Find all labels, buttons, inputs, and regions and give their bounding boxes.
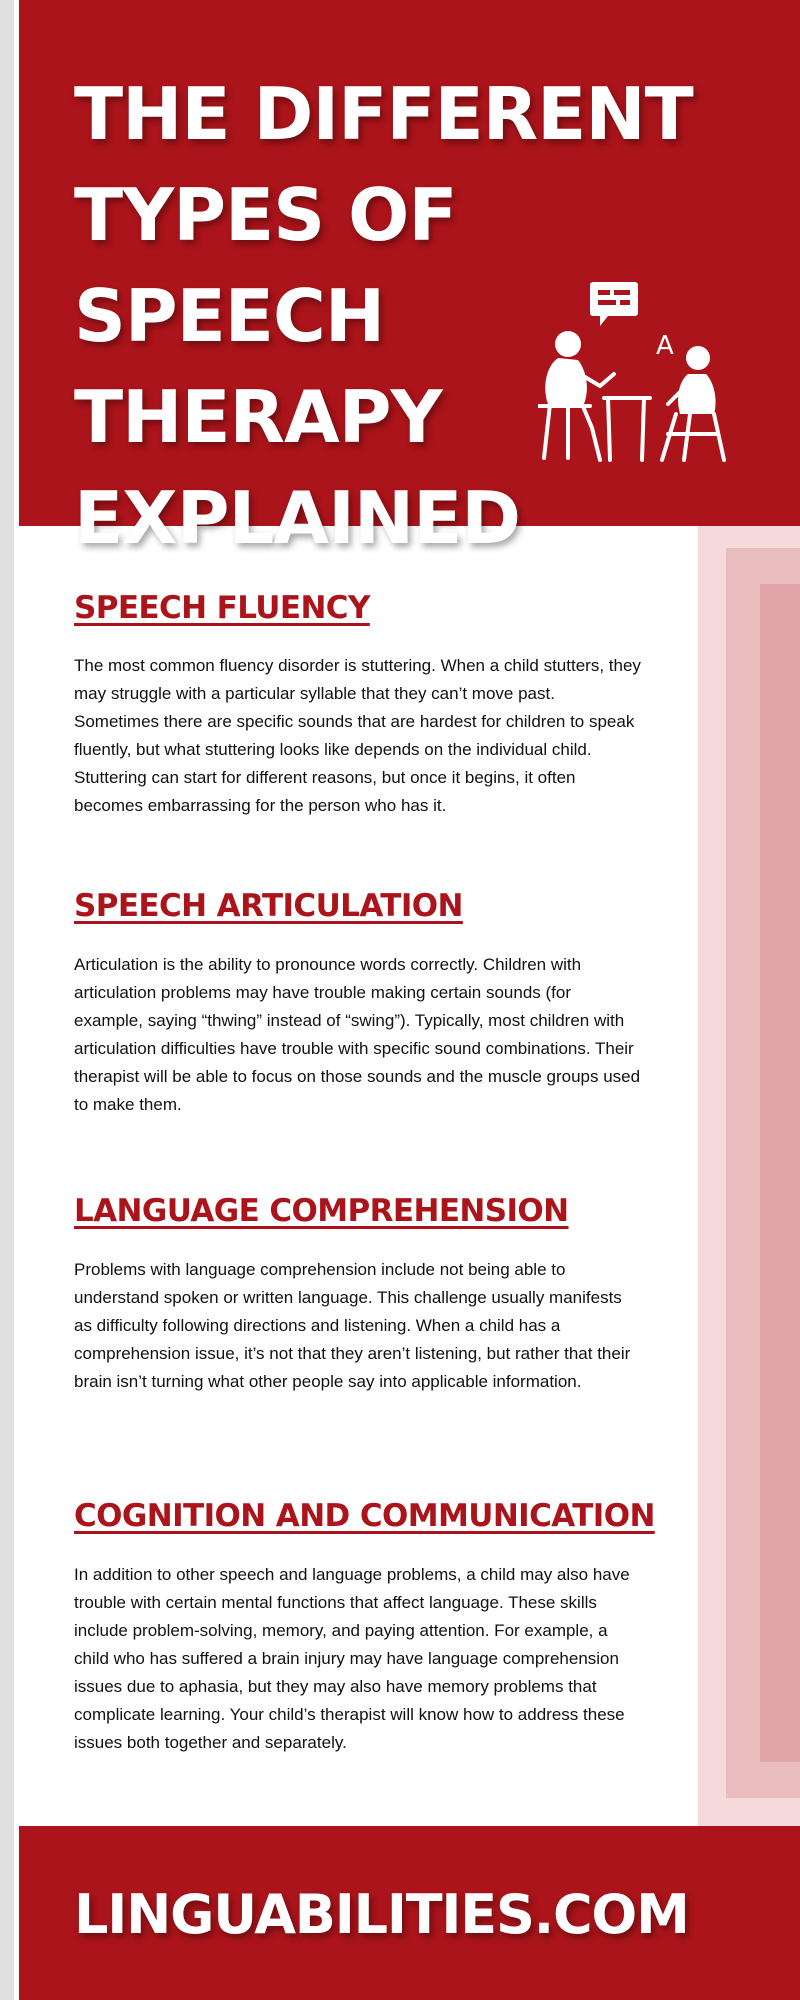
section-heading-speech-fluency: SPEECH FLUENCY xyxy=(74,590,370,626)
section-heading-speech-articulation: SPEECH ARTICULATION xyxy=(74,888,463,924)
left-decorative-stripe xyxy=(0,0,14,2000)
right-decorative-panel-core xyxy=(760,584,800,1762)
speech-therapy-session-icon xyxy=(538,278,738,473)
section-body-speech-articulation: Articulation is the ability to pronounce words correctly. Children with articulation problems may have trouble making certain sounds (for example, saying “thwing” instead of “swing”). Typically, most children with articulation difficulties have trouble with specific sound combinations. Their therapist will be able to focus on those sounds and the muscle groups used to make them. xyxy=(74,955,641,1114)
left-decorative-line xyxy=(14,0,19,2000)
section-body-speech-fluency: The most common fluency disorder is stuttering. When a child stutters, they may struggle with a particular syllable that they can’t move past. Sometimes there are specific sounds that are hardest for children to speak fluently, but what stuttering looks like depends on the individual child. Stuttering can start for different reasons, but once it begins, it often becomes embarrassing for the person who has it. xyxy=(74,656,641,815)
footer-website: LINGUABILITIES.COM xyxy=(74,1883,689,1946)
speech-bubble-letter: A xyxy=(656,331,674,361)
page-title: THE DIFFERENT TYPES OF SPEECH THERAPY EXPLAINED xyxy=(74,72,693,560)
section-heading-language-comprehension: LANGUAGE COMPREHENSION xyxy=(74,1193,569,1229)
section-heading-cognition-communication: COGNITION AND COMMUNICATION xyxy=(74,1498,655,1534)
section-body-cognition-communication: In addition to other speech and language problems, a child may also have trouble with certain mental functions that affect language. These skills include problem-solving, memory, and paying attention. For example, a child who has suffered a brain injury may have language comprehension issues due to aphasia, but they may also have memory problems that complicate learning. Your child’s therapist will know how to address these issues both together and separately. xyxy=(74,1565,630,1752)
section-body-language-comprehension: Problems with language comprehension include not being able to understand spoken or written language. This challenge usually manifests as difficulty following directions and listening. When a child has a comprehension issue, it’s not that they aren’t listening, but rather that their brain isn’t turning what other people say into applicable information. xyxy=(74,1260,631,1391)
